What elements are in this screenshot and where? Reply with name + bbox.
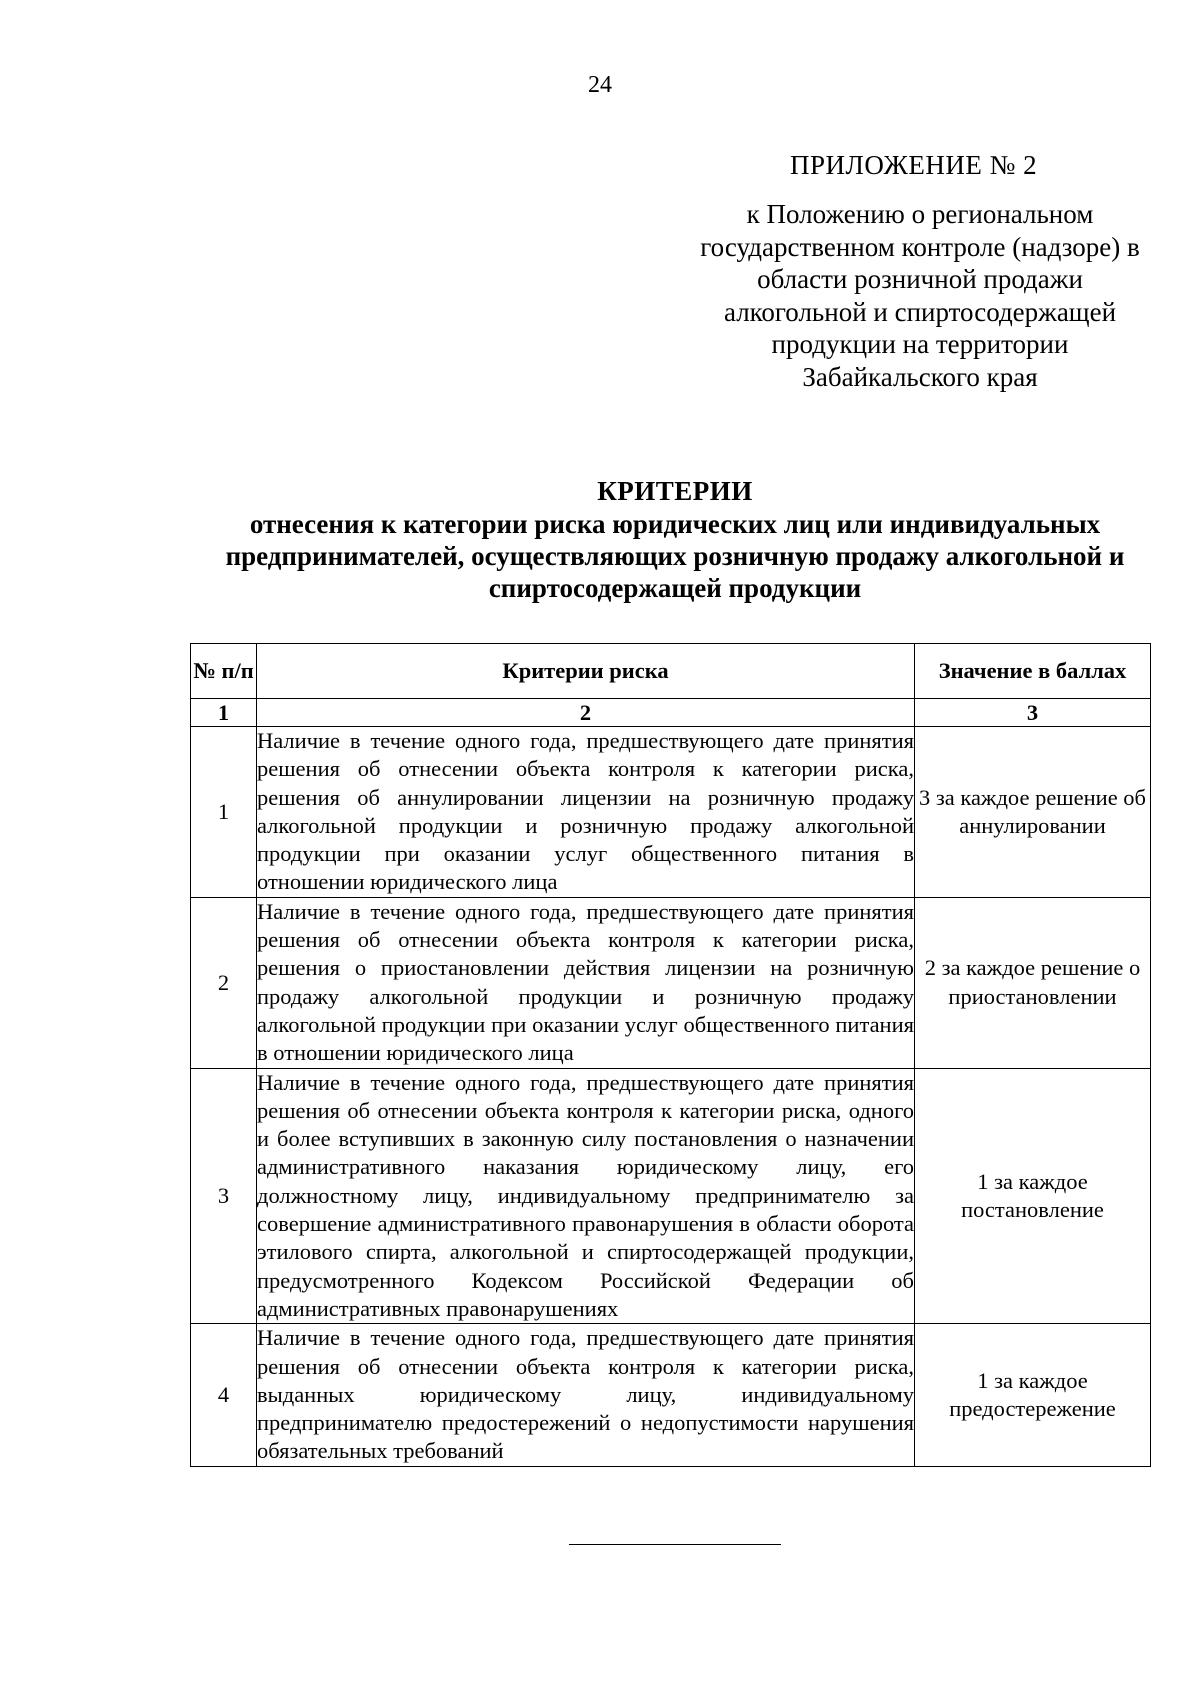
- appendix-title: ПРИЛОЖЕНИЕ № 2: [790, 150, 1038, 180]
- table-row: [191, 1324, 1151, 1466]
- header-number: № п/п: [191, 644, 257, 699]
- page-number: 24: [588, 72, 612, 98]
- row-criteria: Наличие в течение одного года, предшествующего дате принятия решения об отнесении объекта контроля к категории риска, одного и более вступивших в законную силу постановления о назначении административного наказания юридическому лицу, его должностному лицу, индивидуальному предпринимателю за совершение административного правонарушения в области оборота этилового спирта, алкогольной и спиртосодержащей продукции, предусмотренного Кодексом Российской Федерации об административных правонарушениях: [257, 1068, 915, 1324]
- footer-separator-line: [569, 1544, 781, 1545]
- table-row: [191, 1068, 1151, 1324]
- header-criteria: Критерии риска: [257, 644, 915, 699]
- row-criteria: Наличие в течение одного года, предшествующего дате принятия решения об отнесении объекта контроля к категории риска, решения о приостановлении действия лицензии на розничную продажу алкогольной продукции и розничную продажу алкогольной продукции при оказании услуг общественного питания в отношении юридического лица: [257, 897, 915, 1068]
- index-1: 1: [191, 699, 257, 727]
- row-score: 1 за каждое постановление: [915, 1068, 1151, 1324]
- table-index-row: [191, 699, 1151, 727]
- row-number: 1: [191, 727, 257, 898]
- row-score: 3 за каждое решение об аннулировании: [915, 727, 1151, 898]
- row-criteria: Наличие в течение одного года, предшествующего дате принятия решения об отнесении объекта контроля к категории риска, решения об аннулировании лицензии на розничную продажу алкогольной продукции и розничную продажу алкогольной продукции при оказании услуг общественного питания в отношении юридического лица: [257, 727, 915, 898]
- criteria-table: [190, 643, 1151, 1467]
- row-score: 1 за каждое предостережение: [915, 1324, 1151, 1466]
- table-row: [191, 727, 1151, 898]
- row-criteria: Наличие в течение одного года, предшествующего дате принятия решения об отнесении объекта контроля к категории риска, выданных юридическому лицу, индивидуальному предпринимателю предостережений о недопустимости нарушения обязательных требований: [257, 1324, 915, 1466]
- criteria-heading: КРИТЕРИИ: [597, 476, 753, 506]
- table-header-row: [191, 644, 1151, 699]
- row-number: 4: [191, 1324, 257, 1466]
- row-number: 2: [191, 897, 257, 1068]
- row-number: 3: [191, 1068, 257, 1324]
- table-row: [191, 897, 1151, 1068]
- header-score: Значение в баллах: [915, 644, 1151, 699]
- index-3: 3: [915, 699, 1151, 727]
- row-score: 2 за каждое решение о приостановлении: [915, 897, 1151, 1068]
- criteria-subheading: отнесения к категории риска юридических лиц или индивидуальных предпринимателей, осуществляющих розничную продажу алкогольной и спиртосодержащей продукции: [225, 509, 1125, 603]
- index-2: 2: [257, 699, 915, 727]
- appendix-subtitle: к Положению о региональном государственном контроле (надзоре) в области розничной продажи алкогольной и спиртосодержащей продукции на территории Забайкальского края: [700, 199, 1140, 392]
